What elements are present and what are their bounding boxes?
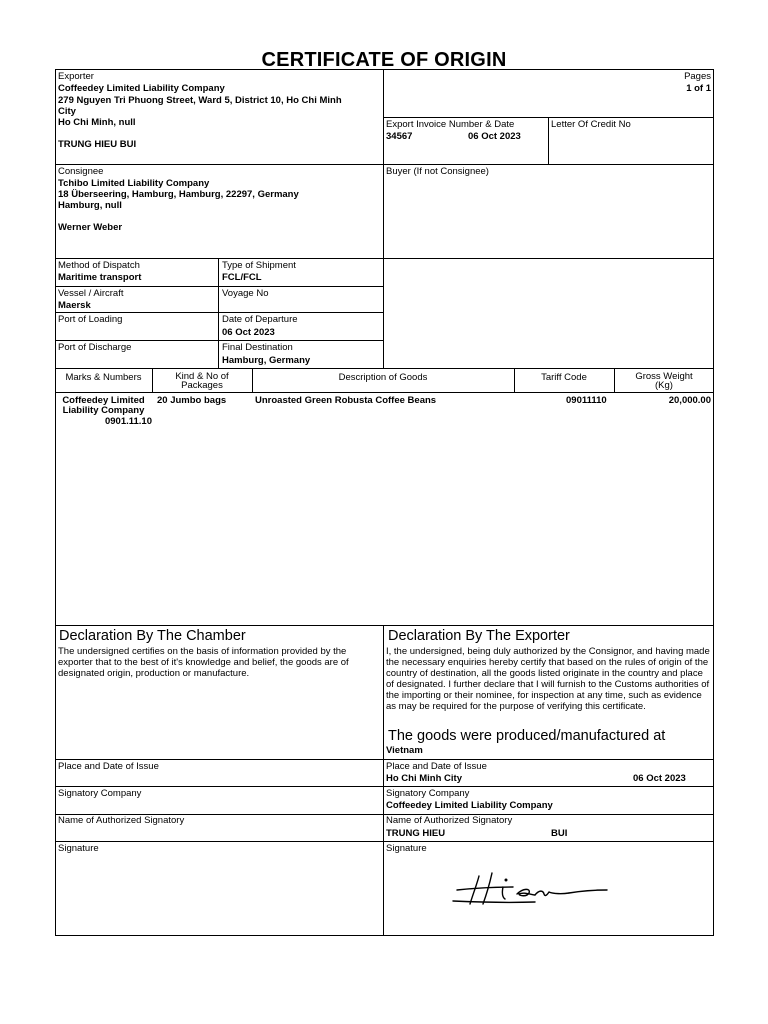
divider <box>55 286 383 287</box>
method-of-dispatch-value: Maritime transport <box>58 272 142 283</box>
weight-cell: 20,000.00 <box>668 395 711 406</box>
final-destination-value: Hamburg, Germany <box>222 355 311 366</box>
marks-line2: Liability Company <box>62 405 145 416</box>
method-of-dispatch-label: Method of Dispatch <box>58 260 140 271</box>
divider <box>55 786 714 787</box>
handwritten-signature <box>445 868 615 910</box>
divider <box>55 841 714 842</box>
divider <box>55 164 714 165</box>
type-of-shipment-label: Type of Shipment <box>222 260 296 271</box>
date-of-departure-value: 06 Oct 2023 <box>222 327 275 338</box>
chamber-declaration-heading: Declaration By The Chamber <box>59 628 246 644</box>
buyer-label: Buyer (If not Consignee) <box>386 166 489 177</box>
type-of-shipment-value: FCL/FCL <box>222 272 262 283</box>
column-header-weight: Gross Weight <box>635 371 693 382</box>
column-header-kind: Kind & No of <box>175 371 229 382</box>
divider <box>55 312 383 313</box>
exporter-address-line1: 279 Nguyen Tri Phuong Street, Ward 5, District 10, Ho Chi Minh <box>58 95 342 106</box>
exporter-place-label: Place and Date of Issue <box>386 761 487 772</box>
tariff-cell: 09011110 <box>566 395 607 406</box>
port-of-loading-label: Port of Loading <box>58 314 123 325</box>
divider <box>55 368 714 369</box>
final-destination-label: Final Destination <box>222 342 293 353</box>
signatory-first-name: TRUNG HIEU <box>386 828 446 839</box>
exporter-address-line2: City <box>58 106 76 117</box>
exporter-contact: TRUNG HIEU BUI <box>58 139 137 150</box>
document-title: CERTIFICATE OF ORIGIN <box>261 49 507 71</box>
exporter-issue-date: 06 Oct 2023 <box>633 773 686 784</box>
divider <box>383 69 384 368</box>
consignee-city: Hamburg, null <box>58 200 122 211</box>
exporter-signatory-company-label: Signatory Company <box>386 788 470 799</box>
exporter-signatory-company-value: Coffeedey Limited Liability Company <box>386 800 553 811</box>
date-of-departure-label: Date of Departure <box>222 314 298 325</box>
divider <box>55 625 714 626</box>
column-header-marks: Marks & Numbers <box>65 372 142 383</box>
marks-line3: 0901.11.10 <box>104 416 152 427</box>
exporter-declaration-text: I, the undersigned, being duly authorized by the Consignor, and having made the necessary enquiries hereby certify that based on the rules of origin of the country of destination, all the goods listed originate in the country and place of designated. I further declare that I will furnish to the Customs authorities of the importing or their nominee, for inspection at any time, such as evidence as may be required for the purpose of verifying this certificate. <box>386 646 710 712</box>
consignee-label: Consignee <box>58 166 104 177</box>
chamber-declaration-text: The undersigned certifies on the basis of information provided by the exporter that to the best of it's knowledge and belief, the goods are of designated origin, production or manufacture. <box>58 646 349 679</box>
vessel-value: Maersk <box>58 300 91 311</box>
description-cell: Unroasted Green Robusta Coffee Beans <box>255 395 437 406</box>
divider <box>548 117 549 164</box>
consignee-contact: Werner Weber <box>58 222 123 233</box>
column-header-description: Description of Goods <box>338 372 428 383</box>
chamber-place-label: Place and Date of Issue <box>58 761 159 772</box>
exporter-declaration-heading: Declaration By The Exporter <box>388 628 570 644</box>
export-invoice-label: Export Invoice Number & Date <box>386 119 515 130</box>
divider <box>383 117 714 118</box>
divider <box>55 392 714 393</box>
export-invoice-number: 34567 <box>386 131 413 142</box>
chamber-signature-label: Signature <box>58 843 99 854</box>
export-invoice-date: 06 Oct 2023 <box>468 131 521 142</box>
exporter-city: Ho Chi Minh, null <box>58 117 136 128</box>
pages-value: 1 of 1 <box>686 83 711 94</box>
port-of-discharge-label: Port of Discharge <box>58 342 132 353</box>
vessel-label: Vessel / Aircraft <box>58 288 124 299</box>
exporter-authorized-signatory-label: Name of Authorized Signatory <box>386 815 513 826</box>
produced-at-heading: The goods were produced/manufactured at <box>388 728 666 744</box>
column-header-tariff: Tariff Code <box>541 372 587 383</box>
consignee-name: Tchibo Limited Liability Company <box>58 178 210 189</box>
exporter-signature-label: Signature <box>386 843 427 854</box>
divider <box>55 258 714 259</box>
letter-of-credit-label: Letter Of Credit No <box>551 119 631 130</box>
marks-line1: Coffeedey Limited <box>62 395 145 406</box>
exporter-name: Coffeedey Limited Liability Company <box>58 83 225 94</box>
pages-label: Pages <box>684 71 711 82</box>
consignee-address: 18 Überseering, Hamburg, Hamburg, 22297, Germany <box>58 189 299 200</box>
divider <box>55 759 714 760</box>
exporter-label: Exporter <box>58 71 94 82</box>
exporter-place-value: Ho Chi Minh City <box>386 773 462 784</box>
voyage-label: Voyage No <box>222 288 269 299</box>
column-header-kind-line2: Packages <box>181 380 223 391</box>
signatory-last-name: BUI <box>551 828 568 839</box>
divider <box>55 340 383 341</box>
packages-cell: 20 Jumbo bags <box>157 395 227 406</box>
divider <box>383 625 384 936</box>
produced-at-value: Vietnam <box>386 745 423 756</box>
chamber-signatory-company-label: Signatory Company <box>58 788 142 799</box>
chamber-authorized-signatory-label: Name of Authorized Signatory <box>58 815 185 826</box>
column-header-weight-line2: (Kg) <box>655 380 673 391</box>
divider <box>218 258 219 368</box>
